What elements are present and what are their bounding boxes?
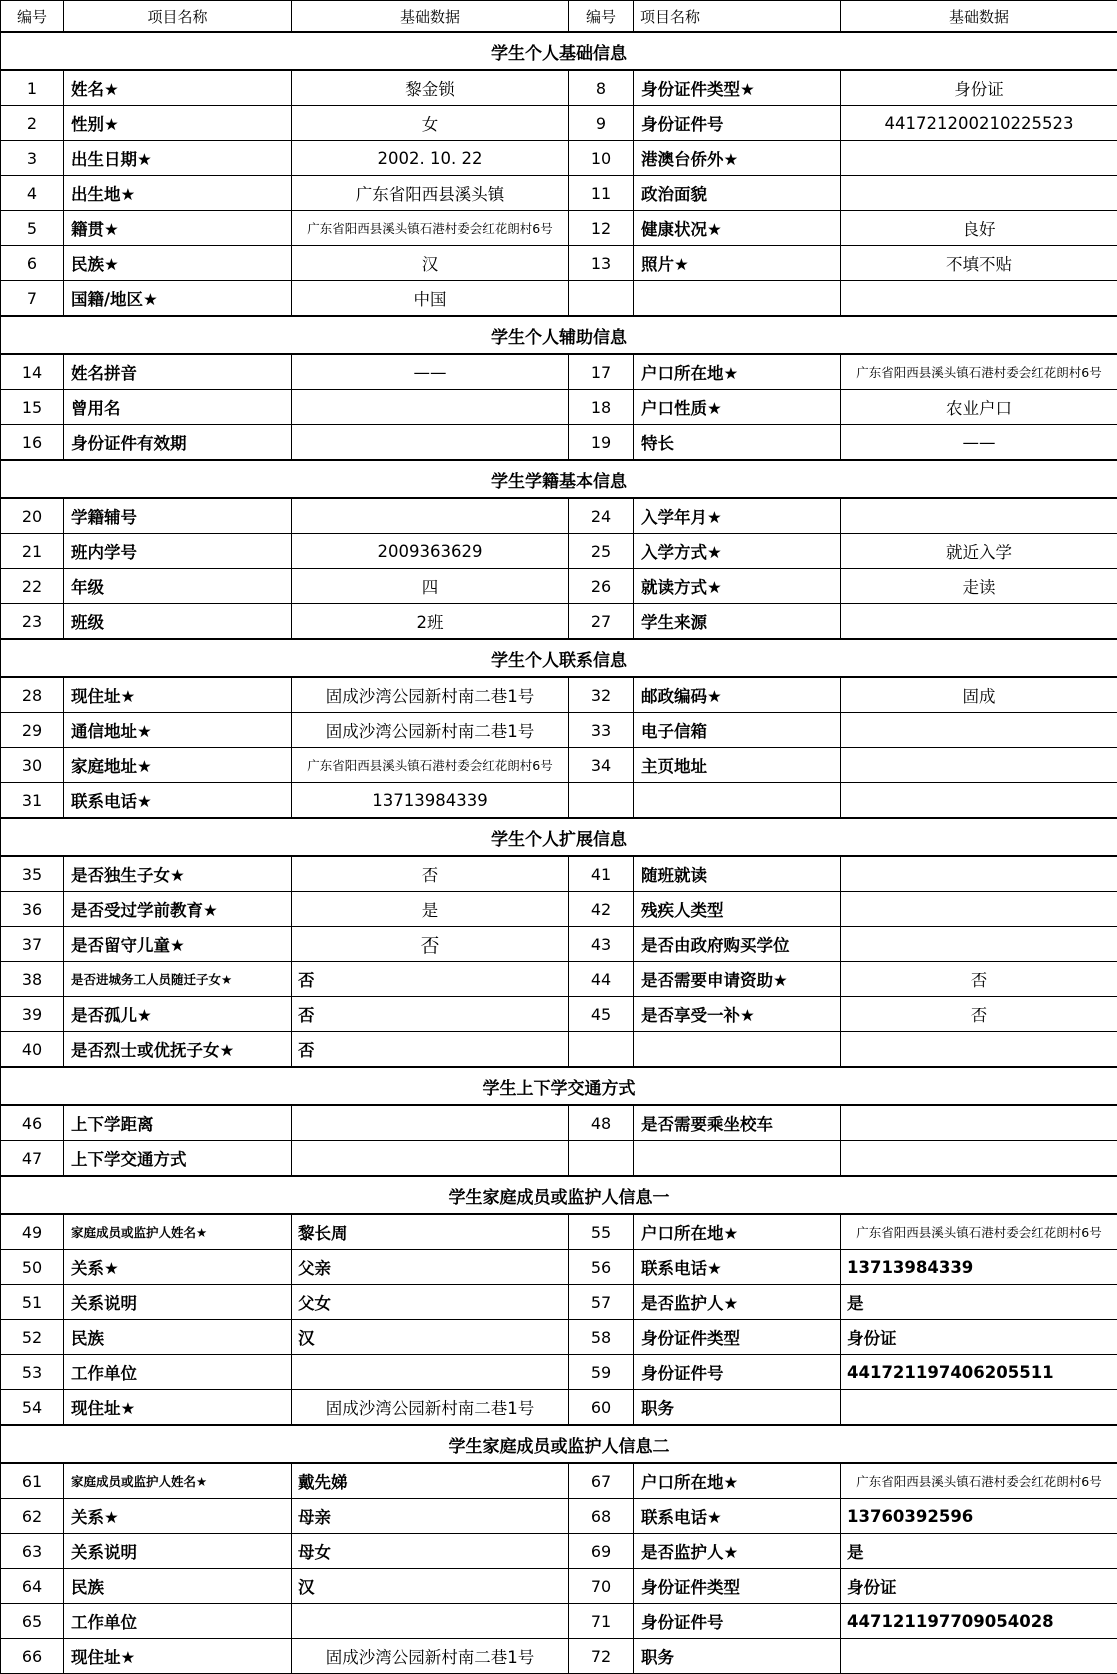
field-label: 身份证件类型 [634, 1320, 841, 1355]
field-label: 随班就读 [634, 856, 841, 892]
field-value[interactable]: 2009363629 [292, 534, 569, 569]
field-label: 户口所在地★ [634, 354, 841, 390]
row-number: 55 [569, 1214, 634, 1250]
field-value[interactable]: 身份证 [841, 1569, 1117, 1604]
table-row [1, 1141, 1117, 1177]
field-label: 年级 [64, 569, 292, 604]
field-value[interactable]: 13713984339 [292, 783, 569, 819]
table-row [1, 927, 1117, 962]
field-value[interactable] [292, 498, 569, 534]
field-value[interactable]: 固成沙湾公园新村南二巷1号 [292, 677, 569, 713]
section-header-row [1, 316, 1117, 354]
row-number: 8 [569, 70, 634, 106]
row-number: 13 [569, 246, 634, 281]
table-row [1, 1214, 1117, 1250]
table-row [1, 1355, 1117, 1390]
row-number: 52 [1, 1320, 64, 1355]
field-label: 照片★ [634, 246, 841, 281]
field-label: 是否受过学前教育★ [64, 892, 292, 927]
field-label: 学籍辅号 [64, 498, 292, 534]
field-label [634, 783, 841, 819]
table-row [1, 1032, 1117, 1068]
row-number: 1 [1, 70, 64, 106]
row-number: 71 [569, 1604, 634, 1639]
field-label: 特长 [634, 425, 841, 461]
row-number: 58 [569, 1320, 634, 1355]
field-value[interactable]: 广东省阳西县溪头镇 [292, 176, 569, 211]
field-label: 户口所在地★ [634, 1463, 841, 1499]
table-row [1, 997, 1117, 1032]
row-number: 4 [1, 176, 64, 211]
row-number: 32 [569, 677, 634, 713]
row-number: 15 [1, 390, 64, 425]
row-number: 9 [569, 106, 634, 141]
field-label: 户口所在地★ [634, 1214, 841, 1250]
field-label: 邮政编码★ [634, 677, 841, 713]
field-value[interactable] [841, 1639, 1117, 1674]
field-value[interactable]: 黎金锁 [292, 70, 569, 106]
row-number [569, 783, 634, 819]
section-title: 学生家庭成员或监护人信息一 [1, 1176, 1117, 1214]
row-number: 5 [1, 211, 64, 246]
field-value[interactable] [841, 176, 1117, 211]
field-label: 职务 [634, 1639, 841, 1674]
field-label: 现住址★ [64, 1639, 292, 1674]
field-label: 曾用名 [64, 390, 292, 425]
field-label: 班内学号 [64, 534, 292, 569]
field-value[interactable]: 就近入学 [841, 534, 1117, 569]
field-value[interactable]: 否 [841, 962, 1117, 997]
field-value[interactable]: 汉 [292, 246, 569, 281]
field-value[interactable] [292, 1105, 569, 1141]
field-value[interactable] [841, 1390, 1117, 1426]
row-number: 18 [569, 390, 634, 425]
row-number: 12 [569, 211, 634, 246]
row-number: 14 [1, 354, 64, 390]
field-value[interactable]: 广东省阳西县溪头镇石港村委会红花朗村6号 [292, 748, 569, 783]
field-label: 家庭地址★ [64, 748, 292, 783]
field-label: 性别★ [64, 106, 292, 141]
field-value[interactable] [841, 1105, 1117, 1141]
row-number: 3 [1, 141, 64, 176]
field-label: 职务 [634, 1390, 841, 1426]
field-label: 民族★ [64, 246, 292, 281]
field-value[interactable]: 农业户口 [841, 390, 1117, 425]
table-row [1, 390, 1117, 425]
field-value[interactable] [841, 783, 1117, 819]
row-number: 29 [1, 713, 64, 748]
row-number: 35 [1, 856, 64, 892]
row-number: 11 [569, 176, 634, 211]
table-row [1, 1639, 1117, 1674]
column-header-label-left: 项目名称 [64, 1, 292, 33]
field-label: 是否留守儿童★ [64, 927, 292, 962]
field-label: 家庭成员或监护人姓名★ [64, 1463, 292, 1499]
field-label: 联系电话★ [64, 783, 292, 819]
row-number: 63 [1, 1534, 64, 1569]
field-label: 上下学交通方式 [64, 1141, 292, 1177]
field-label: 是否需要乘坐校车 [634, 1105, 841, 1141]
row-number: 57 [569, 1285, 634, 1320]
field-value[interactable]: 13713984339 [841, 1250, 1117, 1285]
field-label: 港澳台侨外★ [634, 141, 841, 176]
field-label: 籍贯★ [64, 211, 292, 246]
table-row [1, 498, 1117, 534]
field-value[interactable] [292, 1141, 569, 1177]
table-row [1, 1390, 1117, 1426]
table-row [1, 962, 1117, 997]
field-value[interactable]: —— [292, 354, 569, 390]
field-label: 健康状况★ [634, 211, 841, 246]
field-value[interactable] [841, 281, 1117, 317]
row-number [569, 281, 634, 317]
column-header-num-left: 编号 [1, 1, 64, 33]
field-value[interactable]: 否 [292, 997, 569, 1032]
field-label: 身份证件号 [634, 106, 841, 141]
field-label: 姓名★ [64, 70, 292, 106]
field-value[interactable] [292, 1355, 569, 1390]
field-label: 出生日期★ [64, 141, 292, 176]
section-title: 学生个人联系信息 [1, 639, 1117, 677]
field-value[interactable]: —— [841, 425, 1117, 461]
field-value[interactable]: 2002. 10. 22 [292, 141, 569, 176]
table-row [1, 211, 1117, 246]
table-row [1, 425, 1117, 461]
table-row [1, 534, 1117, 569]
field-value[interactable]: 戴先娣 [292, 1463, 569, 1499]
field-label: 是否孤儿★ [64, 997, 292, 1032]
row-number: 31 [1, 783, 64, 819]
section-title: 学生个人辅助信息 [1, 316, 1117, 354]
table-row [1, 1320, 1117, 1355]
section-header-row [1, 460, 1117, 498]
row-number: 37 [1, 927, 64, 962]
row-number: 17 [569, 354, 634, 390]
field-value[interactable]: 是 [292, 892, 569, 927]
row-number: 2 [1, 106, 64, 141]
field-label: 关系★ [64, 1250, 292, 1285]
section-header-row [1, 32, 1117, 70]
table-row [1, 713, 1117, 748]
table-row [1, 1534, 1117, 1569]
field-label: 身份证件类型★ [634, 70, 841, 106]
section-title: 学生个人扩展信息 [1, 818, 1117, 856]
row-number: 69 [569, 1534, 634, 1569]
field-value[interactable]: 否 [292, 962, 569, 997]
row-number: 43 [569, 927, 634, 962]
field-label [634, 281, 841, 317]
field-value[interactable]: 不填不贴 [841, 246, 1117, 281]
field-value[interactable]: 否 [292, 1032, 569, 1068]
field-label: 是否独生子女★ [64, 856, 292, 892]
row-number: 30 [1, 748, 64, 783]
row-number: 24 [569, 498, 634, 534]
field-label: 现住址★ [64, 1390, 292, 1426]
column-header-num-right: 编号 [569, 1, 634, 33]
field-value[interactable]: 走读 [841, 569, 1117, 604]
row-number [569, 1141, 634, 1177]
field-label: 班级 [64, 604, 292, 640]
field-value[interactable]: 固成沙湾公园新村南二巷1号 [292, 1639, 569, 1674]
table-row [1, 281, 1117, 317]
row-number: 64 [1, 1569, 64, 1604]
field-value[interactable]: 否 [841, 997, 1117, 1032]
field-label: 政治面貌 [634, 176, 841, 211]
row-number: 27 [569, 604, 634, 640]
field-value[interactable]: 母女 [292, 1534, 569, 1569]
field-value[interactable]: 13760392596 [841, 1499, 1117, 1534]
field-value[interactable]: 父亲 [292, 1250, 569, 1285]
table-row [1, 141, 1117, 176]
row-number: 62 [1, 1499, 64, 1534]
field-label: 联系电话★ [634, 1250, 841, 1285]
field-value[interactable]: 广东省阳西县溪头镇石港村委会红花朗村6号 [841, 1463, 1117, 1499]
field-label: 民族 [64, 1320, 292, 1355]
field-label: 通信地址★ [64, 713, 292, 748]
field-label: 入学年月★ [634, 498, 841, 534]
row-number: 19 [569, 425, 634, 461]
row-number: 60 [569, 1390, 634, 1426]
row-number: 54 [1, 1390, 64, 1426]
field-value[interactable]: 是 [841, 1285, 1117, 1320]
row-number: 28 [1, 677, 64, 713]
field-value[interactable]: 汉 [292, 1320, 569, 1355]
field-label: 是否监护人★ [634, 1534, 841, 1569]
field-label: 国籍/地区★ [64, 281, 292, 317]
field-label: 身份证件有效期 [64, 425, 292, 461]
row-number: 56 [569, 1250, 634, 1285]
field-value[interactable]: 母亲 [292, 1499, 569, 1534]
row-number: 47 [1, 1141, 64, 1177]
table-row [1, 1569, 1117, 1604]
field-value[interactable]: 441721197406205511 [841, 1355, 1117, 1390]
row-number: 66 [1, 1639, 64, 1674]
field-label: 残疾人类型 [634, 892, 841, 927]
field-label: 民族 [64, 1569, 292, 1604]
field-value[interactable] [841, 1032, 1117, 1068]
row-number: 10 [569, 141, 634, 176]
row-number: 34 [569, 748, 634, 783]
field-value[interactable]: 广东省阳西县溪头镇石港村委会红花朗村6号 [292, 211, 569, 246]
field-value[interactable] [841, 748, 1117, 783]
table-row [1, 569, 1117, 604]
field-label: 就读方式★ [634, 569, 841, 604]
row-number: 67 [569, 1463, 634, 1499]
table-row [1, 1499, 1117, 1534]
table-row [1, 892, 1117, 927]
column-header-value-left: 基础数据 [292, 1, 569, 33]
field-label: 关系说明 [64, 1285, 292, 1320]
table-row [1, 1463, 1117, 1499]
section-header-row [1, 1067, 1117, 1105]
table-row [1, 783, 1117, 819]
row-number: 40 [1, 1032, 64, 1068]
table-row [1, 1250, 1117, 1285]
field-label [634, 1141, 841, 1177]
field-label: 电子信箱 [634, 713, 841, 748]
row-number: 41 [569, 856, 634, 892]
field-value[interactable] [292, 1604, 569, 1639]
table-row [1, 1604, 1117, 1639]
field-label: 是否需要申请资助★ [634, 962, 841, 997]
field-label: 是否享受一补★ [634, 997, 841, 1032]
field-value[interactable]: 黎长周 [292, 1214, 569, 1250]
row-number: 59 [569, 1355, 634, 1390]
field-label: 是否进城务工人员随迁子女★ [64, 962, 292, 997]
section-title: 学生学籍基本信息 [1, 460, 1117, 498]
field-label: 关系说明 [64, 1534, 292, 1569]
field-value[interactable] [841, 892, 1117, 927]
field-value[interactable]: 固成沙湾公园新村南二巷1号 [292, 713, 569, 748]
field-label: 是否监护人★ [634, 1285, 841, 1320]
field-value[interactable] [841, 604, 1117, 640]
field-value[interactable]: 父女 [292, 1285, 569, 1320]
table-row [1, 70, 1117, 106]
field-value[interactable]: 身份证 [841, 70, 1117, 106]
section-header-row [1, 818, 1117, 856]
field-value[interactable]: 中国 [292, 281, 569, 317]
field-value[interactable]: 是 [841, 1534, 1117, 1569]
field-value[interactable]: 2班 [292, 604, 569, 640]
field-value[interactable]: 441721200210225523 [841, 106, 1117, 141]
field-label: 学生来源 [634, 604, 841, 640]
field-value[interactable] [841, 713, 1117, 748]
row-number: 36 [1, 892, 64, 927]
table-row [1, 176, 1117, 211]
row-number: 46 [1, 1105, 64, 1141]
field-label: 家庭成员或监护人姓名★ [64, 1214, 292, 1250]
field-value[interactable] [841, 498, 1117, 534]
section-title: 学生上下学交通方式 [1, 1067, 1117, 1105]
row-number: 51 [1, 1285, 64, 1320]
row-number: 53 [1, 1355, 64, 1390]
field-label: 户口性质★ [634, 390, 841, 425]
field-label: 是否由政府购买学位 [634, 927, 841, 962]
field-value[interactable]: 身份证 [841, 1320, 1117, 1355]
row-number: 48 [569, 1105, 634, 1141]
field-label: 身份证件号 [634, 1355, 841, 1390]
field-value[interactable] [841, 1141, 1117, 1177]
field-label: 主页地址 [634, 748, 841, 783]
row-number: 38 [1, 962, 64, 997]
row-number: 7 [1, 281, 64, 317]
section-title: 学生家庭成员或监护人信息二 [1, 1425, 1117, 1463]
field-label: 上下学距离 [64, 1105, 292, 1141]
table-row [1, 1285, 1117, 1320]
field-label: 工作单位 [64, 1604, 292, 1639]
field-value[interactable]: 否 [292, 927, 569, 962]
field-label: 是否烈士或优抚子女★ [64, 1032, 292, 1068]
row-number: 25 [569, 534, 634, 569]
field-value[interactable] [841, 927, 1117, 962]
field-value[interactable]: 良好 [841, 211, 1117, 246]
table-row [1, 748, 1117, 783]
row-number: 72 [569, 1639, 634, 1674]
row-number: 6 [1, 246, 64, 281]
row-number: 23 [1, 604, 64, 640]
field-value[interactable] [292, 425, 569, 461]
field-label [634, 1032, 841, 1068]
table-row [1, 106, 1117, 141]
row-number: 22 [1, 569, 64, 604]
table-row [1, 604, 1117, 640]
field-value[interactable]: 固成沙湾公园新村南二巷1号 [292, 1390, 569, 1426]
row-number: 70 [569, 1569, 634, 1604]
row-number: 65 [1, 1604, 64, 1639]
field-value[interactable] [841, 141, 1117, 176]
row-number [569, 1032, 634, 1068]
field-value[interactable]: 汉 [292, 1569, 569, 1604]
section-header-row [1, 1425, 1117, 1463]
row-number: 16 [1, 425, 64, 461]
column-header-value-right: 基础数据 [841, 1, 1117, 33]
field-value[interactable]: 固成 [841, 677, 1117, 713]
field-value[interactable]: 四 [292, 569, 569, 604]
section-header-row [1, 1176, 1117, 1214]
row-number: 49 [1, 1214, 64, 1250]
field-value[interactable] [841, 856, 1117, 892]
column-header-label-right: 项目名称 [634, 1, 841, 33]
field-label: 工作单位 [64, 1355, 292, 1390]
field-label: 出生地★ [64, 176, 292, 211]
row-number: 50 [1, 1250, 64, 1285]
field-label: 入学方式★ [634, 534, 841, 569]
field-value[interactable] [292, 390, 569, 425]
row-number: 61 [1, 1463, 64, 1499]
row-number: 68 [569, 1499, 634, 1534]
table-row [1, 246, 1117, 281]
table-row [1, 856, 1117, 892]
row-number: 33 [569, 713, 634, 748]
row-number: 39 [1, 997, 64, 1032]
row-number: 42 [569, 892, 634, 927]
row-number: 21 [1, 534, 64, 569]
section-title: 学生个人基础信息 [1, 32, 1117, 70]
field-value[interactable]: 广东省阳西县溪头镇石港村委会红花朗村6号 [841, 354, 1117, 390]
field-label: 联系电话★ [634, 1499, 841, 1534]
table-row [1, 677, 1117, 713]
table-row [1, 1105, 1117, 1141]
field-label: 身份证件类型 [634, 1569, 841, 1604]
table-header-row [1, 1, 1117, 33]
field-label: 关系★ [64, 1499, 292, 1534]
row-number: 44 [569, 962, 634, 997]
row-number: 45 [569, 997, 634, 1032]
row-number: 20 [1, 498, 64, 534]
section-header-row [1, 639, 1117, 677]
field-label: 现住址★ [64, 677, 292, 713]
field-value[interactable]: 广东省阳西县溪头镇石港村委会红花朗村6号 [841, 1214, 1117, 1250]
field-value[interactable]: 447121197709054028 [841, 1604, 1117, 1639]
field-label: 姓名拼音 [64, 354, 292, 390]
field-label: 身份证件号 [634, 1604, 841, 1639]
table-row [1, 354, 1117, 390]
field-value[interactable]: 否 [292, 856, 569, 892]
row-number: 26 [569, 569, 634, 604]
field-value[interactable]: 女 [292, 106, 569, 141]
